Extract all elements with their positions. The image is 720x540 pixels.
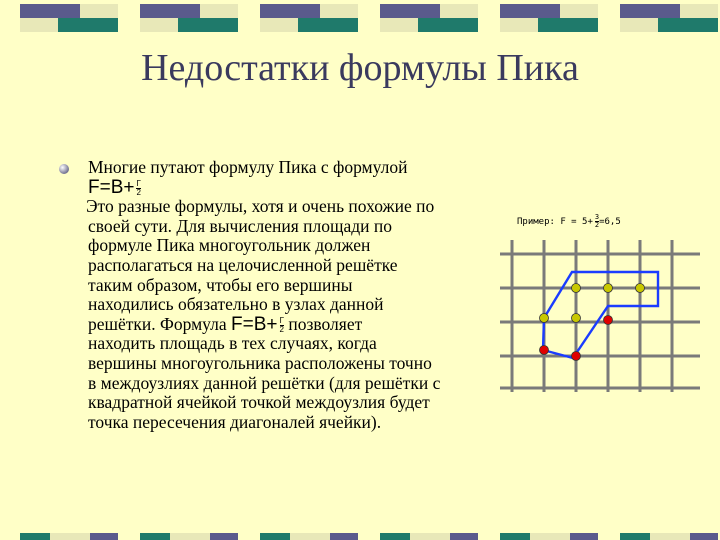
boundary-lattice-point [604, 316, 613, 325]
band-tile [500, 4, 560, 18]
para-line: таким образом, чтобы его вершины [88, 274, 353, 295]
band-tile [500, 533, 530, 540]
band-tile [418, 18, 478, 32]
para-line: находились обязательно в узлах данной [88, 294, 384, 315]
decorative-bottom-band [0, 533, 720, 540]
fraction [136, 180, 140, 197]
fraction-numerator: Г [279, 316, 284, 326]
band-tile [450, 533, 478, 540]
para-line: находить площадь в тех случаях, когда [88, 333, 377, 354]
boundary-lattice-point [572, 352, 581, 361]
band-tile [560, 4, 598, 18]
slide-title: Недостатки формулы Пика [141, 47, 579, 89]
band-tile [200, 4, 238, 18]
band-tile [80, 4, 118, 18]
interior-lattice-point [572, 284, 581, 293]
pick-formula-lhs: F=B+ [88, 176, 135, 198]
band-tile [290, 533, 330, 540]
para-line: вершины многоугольника расположены точно [88, 352, 432, 373]
para-line: квадратной ячейкой точкой междоузлия будет [88, 392, 430, 413]
band-tile [260, 18, 298, 32]
band-tile [90, 533, 118, 540]
para-text: позволяет [283, 313, 363, 334]
decorative-top-band [0, 4, 720, 34]
band-tile [298, 18, 358, 32]
formula-line-1 [88, 178, 498, 198]
band-tile [20, 533, 50, 540]
band-tile [680, 4, 718, 18]
formula-line-2 [88, 315, 498, 335]
fraction-denominator: 2 [136, 188, 141, 198]
example-label [517, 214, 621, 229]
band-tile [690, 533, 718, 540]
band-tile [58, 18, 118, 32]
para-text: решётки. Формула [88, 313, 232, 334]
band-tile [210, 533, 238, 540]
band-tile [140, 533, 170, 540]
band-tile [620, 533, 650, 540]
band-tile [330, 533, 358, 540]
slide-body [88, 158, 498, 432]
example-prefix: Пример: F = 5+ [517, 217, 593, 227]
interior-lattice-point [572, 314, 581, 323]
interior-lattice-point [636, 284, 645, 293]
interior-lattice-point [604, 284, 613, 293]
fraction-numerator: Г [136, 179, 141, 189]
para-line: Это разные формулы, хотя и очень похожие по [86, 196, 435, 217]
band-tile [380, 4, 440, 18]
para-line: располагаться на целочисленной решётке [88, 254, 398, 275]
band-tile [658, 18, 718, 32]
pick-formula-lhs: F=B+ [231, 313, 278, 335]
band-tile [410, 533, 450, 540]
band-tile [20, 4, 80, 18]
band-tile [320, 4, 358, 18]
example-suffix: =6,5 [599, 217, 621, 227]
band-tile [620, 18, 658, 32]
sphere-bullet-icon [58, 163, 70, 175]
band-tile [260, 4, 320, 18]
band-tile [20, 18, 58, 32]
band-tile [650, 533, 690, 540]
band-tile [538, 18, 598, 32]
intro-line: Многие путают формулу Пика с формулой [88, 157, 408, 177]
pick-grid-diagram [500, 240, 700, 392]
band-tile [140, 18, 178, 32]
band-tile [380, 18, 418, 32]
band-tile [440, 4, 478, 18]
band-tile [260, 533, 290, 540]
band-tile [178, 18, 238, 32]
boundary-lattice-point [540, 346, 549, 355]
interior-lattice-point [540, 314, 549, 323]
band-tile [170, 533, 210, 540]
fraction-numerator: 3 [594, 213, 600, 221]
para-line: формуле Пика многоугольник должен [88, 235, 371, 256]
band-tile [530, 533, 570, 540]
band-tile [50, 533, 90, 540]
fraction-denominator: 2 [279, 325, 284, 335]
fraction-denominator: 2 [594, 221, 600, 229]
band-tile [570, 533, 598, 540]
band-tile [140, 4, 200, 18]
band-tile [620, 4, 680, 18]
band-tile [500, 18, 538, 32]
para-line: в междоузлиях данной решётки (для решётки с [88, 372, 441, 393]
band-tile [380, 533, 410, 540]
para-line: точка пересечения диагоналей ячейки). [88, 411, 382, 432]
para-line: своей сути. Для вычисления площади по [88, 215, 392, 236]
